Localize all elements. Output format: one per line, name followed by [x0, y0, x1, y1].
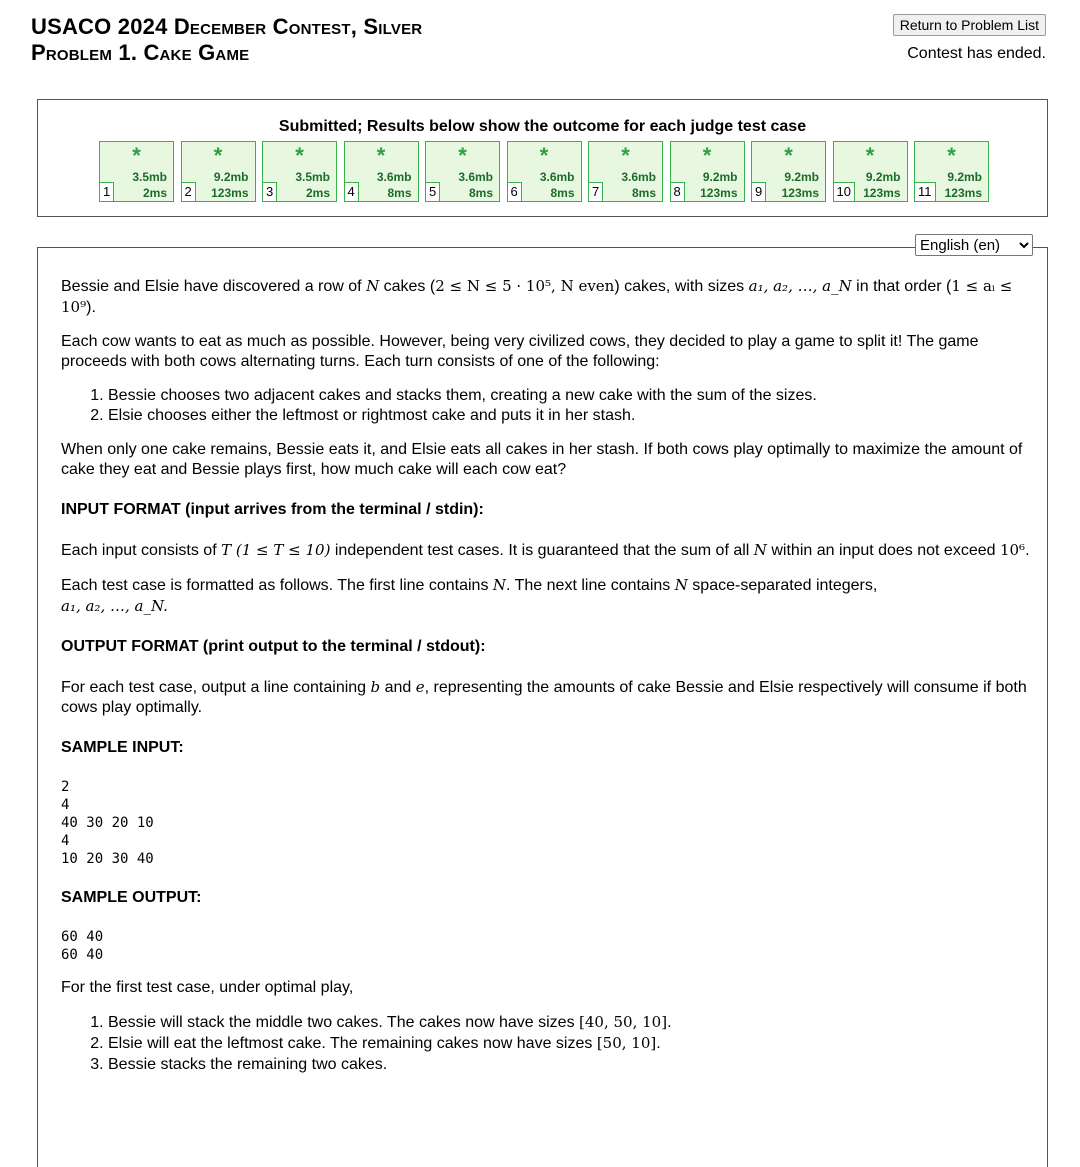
test-case-time: 8ms	[631, 186, 656, 200]
explanation-steps	[61, 1012, 1036, 1075]
test-case-memory: 3.5mb	[132, 170, 167, 184]
return-to-problem-list-button[interactable]: Return to Problem List	[893, 14, 1046, 36]
test-case-memory: 9.2mb	[784, 170, 819, 184]
contest-title: USACO 2024 December Contest, Silver	[31, 14, 423, 39]
test-case-time: 123ms	[211, 186, 249, 200]
sample-output-block: 60 40 60 40	[61, 929, 104, 963]
test-case-time: 8ms	[387, 186, 412, 200]
test-case-result	[262, 141, 337, 202]
intro-paragraph: Bessie and Elsie have discovered a row of N cakes (2 ≤ N ≤ 5 · 10⁵, N even) cakes, with sizes a₁, a₂, …, a_N in that order (1 ≤ aᵢ ≤ 10⁹).	[61, 277, 1013, 316]
test-case-result	[181, 141, 256, 202]
test-case-result	[588, 141, 663, 202]
problem-title: Problem 1. Cake Game	[31, 40, 250, 65]
test-case-result	[914, 141, 989, 202]
test-case-number: 11	[915, 182, 936, 201]
input-paragraph-1: Each input consists of T (1 ≤ T ≤ 10) independent test cases. It is guaranteed that the sum of all N within an input does not exceed 10⁶.	[61, 541, 1030, 559]
passed-star-icon: *	[784, 143, 793, 168]
results-panel	[37, 99, 1048, 217]
test-case-number: 8	[671, 182, 685, 201]
test-case-number: 9	[752, 182, 766, 201]
test-case-time: 123ms	[944, 186, 982, 200]
test-case-time: 8ms	[468, 186, 493, 200]
goal-paragraph: When only one cake remains, Bessie eats it, and Elsie eats all cakes in her stash. If both cows play optimally to maximize the amount of cake they eat and Bessie plays first, how much cake will each cow eat?	[61, 441, 1023, 478]
list-item: 1. Bessie chooses two adjacent cakes and stacks them, creating a new cake with the sum of the sizes.	[108, 386, 1036, 406]
test-case-memory: 9.2mb	[702, 170, 738, 184]
passed-star-icon: *	[213, 143, 223, 168]
passed-star-icon: *	[539, 143, 549, 168]
list-item: 1. Bessie will stack the middle two cakes. The cakes now have sizes [40, 50, 10].	[108, 1012, 1036, 1033]
sample-output-heading: SAMPLE OUTPUT:	[61, 889, 202, 906]
list-item: 2. Elsie chooses either the leftmost or rightmost cake and puts it in her stash.	[108, 406, 1036, 426]
test-case-memory: 3.6mb	[458, 170, 493, 184]
test-case-result	[344, 141, 419, 202]
test-case-memory: 3.5mb	[295, 170, 330, 184]
problem-statement	[61, 276, 1036, 1089]
test-case-memory: 9.2mb	[213, 170, 249, 184]
test-case-number: 1	[100, 182, 114, 201]
passed-star-icon: *	[947, 143, 956, 168]
list-item: 3. Bessie stacks the remaining two cakes.	[108, 1054, 1036, 1075]
test-case-number: 5	[426, 182, 440, 201]
passed-star-icon: *	[376, 143, 386, 168]
test-case-number: 2	[182, 182, 196, 201]
test-case-result	[99, 141, 174, 202]
test-case-time: 2ms	[142, 186, 167, 200]
test-case-memory: 3.6mb	[539, 170, 575, 184]
list-item: 2. Elsie will eat the leftmost cake. The remaining cakes now have sizes [50, 10].	[108, 1033, 1036, 1054]
output-format-heading: OUTPUT FORMAT (print output to the terminal / stdout):	[61, 638, 486, 655]
rules-paragraph: Each cow wants to eat as much as possible. However, being very civilized cows, they decided to play a game to split it! The game proceeds with both cows alternating turns. Each turn consists of one of the following:	[61, 333, 979, 370]
passed-star-icon: *	[458, 143, 467, 168]
test-case-number: 3	[263, 182, 277, 201]
test-case-result	[670, 141, 745, 202]
test-case-memory: 3.6mb	[621, 170, 656, 184]
header-right	[893, 14, 1046, 63]
test-case-memory: 3.6mb	[376, 170, 412, 184]
contest-status: Contest has ended.	[907, 45, 1046, 62]
sample-input-block: 2 4 40 30 20 10 4 10 20 30 40	[61, 779, 154, 867]
results-title: Submitted; Results below show the outcome for each judge test case	[278, 118, 807, 135]
test-case-time: 2ms	[305, 186, 330, 200]
passed-star-icon: *	[295, 143, 304, 168]
input-paragraph-2: Each test case is formatted as follows. The first line contains N. The next line contains N space-separated integers, a₁, a₂, …, a_N.	[61, 576, 878, 615]
test-case-number: 4	[345, 182, 359, 201]
test-case-time: 123ms	[863, 186, 901, 200]
input-format-heading: INPUT FORMAT (input arrives from the terminal / stdin):	[61, 501, 484, 518]
page-header	[31, 14, 1049, 66]
sample-input-heading: SAMPLE INPUT:	[61, 739, 184, 756]
explanation-intro: For the first test case, under optimal play,	[61, 979, 354, 996]
test-case-result	[751, 141, 826, 202]
language-select[interactable]	[915, 234, 1033, 256]
test-case-memory: 9.2mb	[947, 170, 982, 184]
moves-list	[61, 386, 1036, 426]
test-case-time: 8ms	[550, 186, 575, 200]
test-case-number: 6	[508, 182, 522, 201]
passed-star-icon: *	[702, 143, 712, 168]
test-case-number: 7	[589, 182, 603, 201]
passed-star-icon: *	[132, 143, 141, 168]
test-case-time: 123ms	[781, 186, 819, 200]
passed-star-icon: *	[621, 143, 630, 168]
passed-star-icon: *	[865, 143, 875, 168]
test-case-result	[425, 141, 500, 202]
test-case-number: 10	[834, 182, 855, 201]
test-case-memory: 9.2mb	[865, 170, 901, 184]
test-case-result	[507, 141, 582, 202]
test-case-result	[833, 141, 908, 202]
test-case-time: 123ms	[700, 186, 738, 200]
output-paragraph: For each test case, output a line containing b and e, representing the amounts of cake Bessie and Elsie respectively will consume if both cows play optimally.	[61, 678, 1027, 716]
